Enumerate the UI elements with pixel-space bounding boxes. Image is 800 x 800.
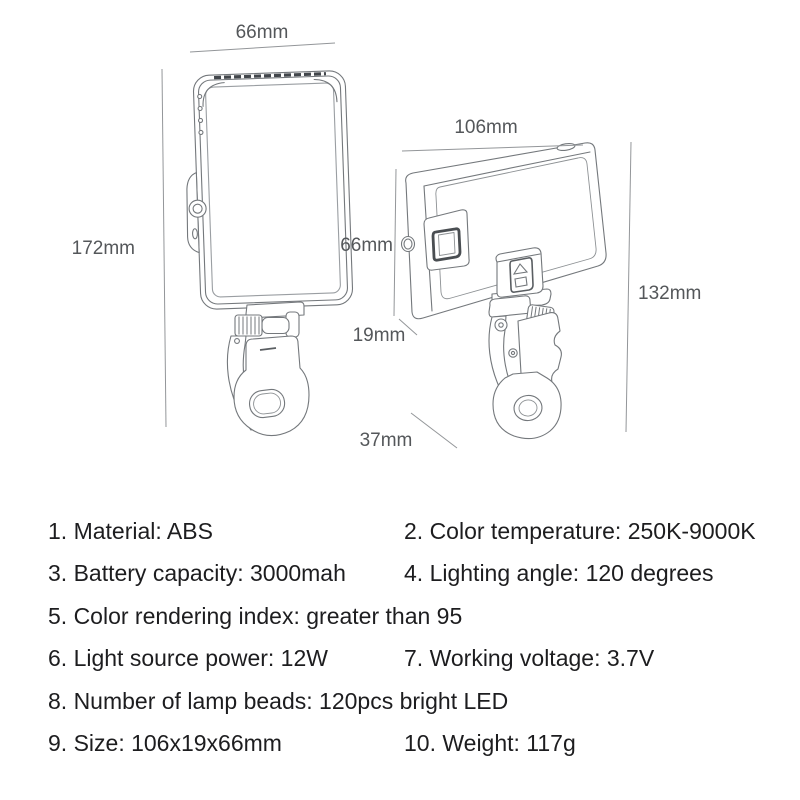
spec-item-size: 9. Size: 106x19x66mm [48, 730, 282, 756]
dim-label-total-height: 132mm [638, 283, 702, 304]
front-led-indicator-dot [198, 118, 202, 122]
dim-line-front-height [162, 69, 166, 427]
dim-label-clip-width: 37mm [359, 430, 413, 451]
dim-label-front-height: 172mm [71, 238, 135, 259]
dim-line-total-height [626, 142, 631, 432]
dim-label-back-width: 106mm [454, 117, 518, 138]
back-view-drawing [402, 142, 607, 438]
spec-item-voltage: 7. Working voltage: 3.7V [404, 645, 655, 671]
front-clip-assembly [227, 302, 309, 436]
dimension-annotations [72, 22, 702, 451]
front-side-dial-inner [193, 204, 202, 213]
back-clip-screw-center [499, 323, 503, 327]
spec-item-lighting-angle: 4. Lighting angle: 120 degrees [404, 560, 714, 586]
spec-item-lamp-beads: 8. Number of lamp beads: 120pcs bright LED [48, 688, 509, 714]
spec-item-battery: 3. Battery capacity: 3000mah [48, 560, 346, 586]
back-side-button-inner [404, 239, 412, 249]
front-diffuser-panel [205, 83, 340, 297]
spec-item-weight: 10. Weight: 117g [404, 730, 576, 756]
spec-item-color-temp: 2. Color temperature: 250K-9000K [404, 518, 756, 544]
front-side-small-button [192, 229, 197, 239]
shoe-mount-panel [510, 258, 533, 292]
spec-item-cri: 5. Color rendering index: greater than 95 [48, 603, 463, 629]
dim-line-front-width [190, 43, 335, 52]
front-clip-body [234, 336, 309, 436]
back-clip-pin-center [511, 351, 514, 354]
front-thumbscrew-shaft [262, 318, 289, 334]
dim-label-back-depth: 19mm [352, 325, 406, 346]
spec-item-material: 1. Material: ABS [48, 518, 213, 544]
front-view-drawing [182, 70, 353, 435]
dim-line-clip-width [411, 413, 457, 448]
back-clip-hinge-bar [489, 296, 531, 317]
front-clip-hinge-pin [235, 339, 240, 344]
spec-item-power: 6. Light source power: 12W [48, 645, 328, 671]
front-led-indicator-dot [199, 130, 203, 134]
dim-line-back-height [394, 169, 396, 316]
back-clip-assembly [489, 296, 561, 439]
front-panel [182, 70, 353, 310]
dim-label-front-width: 66mm [235, 22, 289, 43]
front-led-indicator-dot [198, 106, 202, 110]
dim-label-back-height: 66mm [340, 235, 393, 256]
front-led-indicator-dot [198, 94, 202, 98]
